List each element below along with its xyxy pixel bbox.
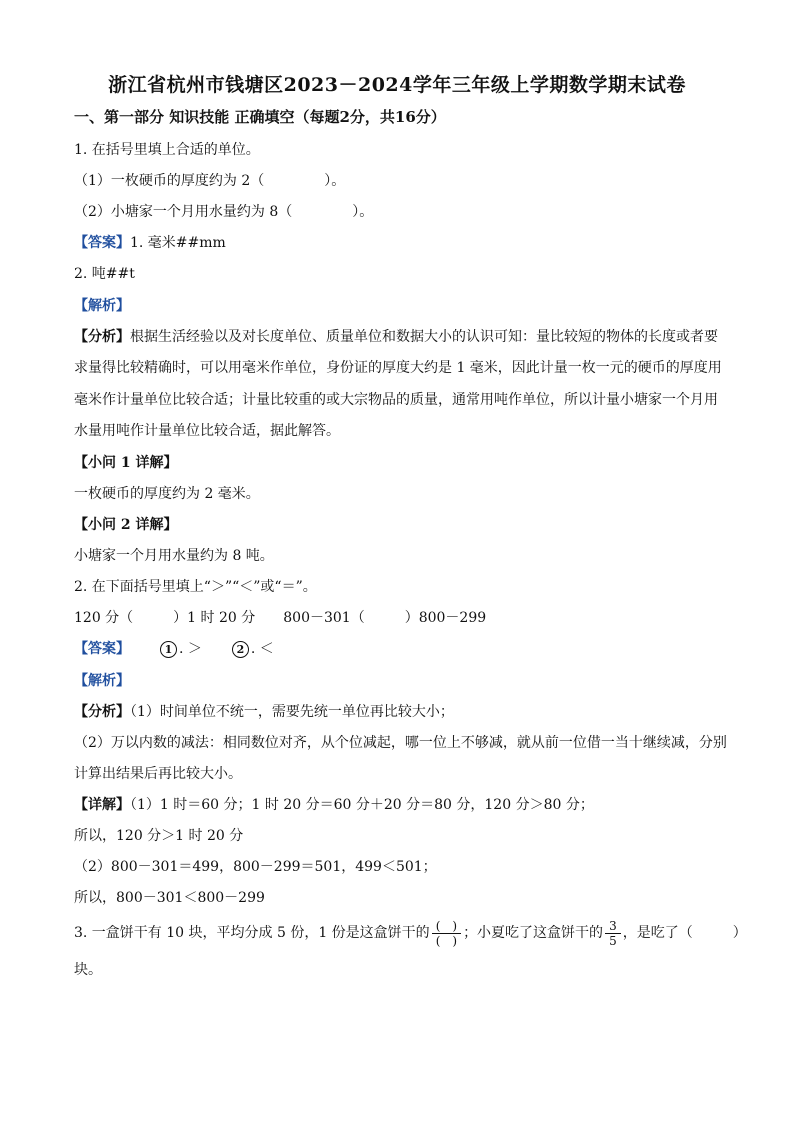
q1-sub2-detail-tag: 【小问 2 详解】: [74, 517, 178, 533]
q2-expressions: [74, 608, 486, 628]
fraction-denominator: 5: [609, 933, 617, 948]
q2-answer1: . ＞: [179, 641, 202, 657]
q2-fenxi-l3: 计算出结果后再比较大小。: [74, 766, 242, 782]
fraction-blank[interactable]: [432, 919, 461, 948]
q2-expr2-right: ）800－299: [404, 610, 487, 626]
q3-text-b: ；小夏吃了这盒饼干的: [463, 925, 604, 941]
q2-expr2-left: 800－301（: [283, 610, 365, 626]
fraction: [605, 919, 621, 948]
q3-text-d: ）: [732, 925, 747, 941]
answer-tag: 【答案】: [74, 235, 130, 251]
q2-detail-l3: （2）800－301＝499，800－299＝501，499＜501；: [74, 859, 437, 875]
answer-tag: 【答案】: [74, 641, 130, 657]
q2-expr1-left: 120 分（: [74, 610, 134, 626]
q1-fenxi-l4: 水量用吨作计量单位比较合适，据此解答。: [74, 423, 340, 439]
q3-stem: [74, 918, 747, 948]
q1-sub2-detail: 小塘家一个月用水量约为 8 吨。: [74, 548, 274, 564]
q1-sub2-end: ）。: [352, 204, 374, 220]
q2-answer: [74, 639, 274, 659]
fenxi-tag: 【分析】: [74, 704, 130, 720]
q2-answer2: . ＜: [250, 641, 274, 657]
fraction-denominator: ( ): [435, 933, 458, 948]
q3-text-c: ，是吃了（: [622, 925, 693, 941]
q3-stem-end: 块。: [74, 962, 102, 978]
q1-sub1-detail-tag: 【小问 1 详解】: [74, 455, 178, 471]
q2-expr1-right: ）1 时 20 分: [173, 610, 256, 626]
q2-detail-l4: 所以，800－301＜800－299: [74, 890, 265, 906]
analysis-tag: 【解析】: [74, 298, 130, 314]
q1-answer: [74, 233, 226, 253]
circled-number: 2: [232, 641, 249, 658]
q1-sub2: [74, 202, 373, 222]
fraction-numerator: 3: [605, 919, 621, 934]
q1-sub1-detail: 一枚硬币的厚度约为 2 毫米。: [74, 486, 260, 502]
q2-stem: 2. 在下面括号里填上“＞”“＜”或“＝”。: [74, 579, 317, 595]
q1-fenxi-l3: 毫米作计量单位比较合适；计量比较重的或大宗物品的质量，通常用吨作单位，所以计量小塘家一个月用: [74, 392, 718, 408]
detail-tag: 【详解】: [74, 797, 130, 813]
q1-sub1: [74, 171, 345, 191]
fenxi-text: （1）时间单位不统一，需要先统一单位再比较大小；: [130, 704, 454, 720]
circled-number: 1: [160, 641, 177, 658]
q1-sub1-end: ）。: [324, 173, 346, 189]
q2-detail-l2: 所以，120 分＞1 时 20 分: [74, 828, 244, 844]
fraction-numerator: ( ): [432, 919, 461, 934]
detail-text: （1）1 时＝60 分；1 时 20 分＝60 分＋20 分＝80 分，120 分＞80 分；: [130, 797, 594, 813]
q1-fenxi-l1: [74, 327, 718, 347]
page-title: 浙江省杭州市钱塘区2023－2024学年三年级上学期数学期末试卷: [108, 74, 686, 96]
q1-sub1-text: （1）一枚硬币的厚度约为 2（: [74, 173, 265, 189]
q2-detail-l1: [74, 795, 594, 815]
q2-fenxi-l2: （2）万以内数的减法：相同数位对齐，从个位减起，哪一位上不够减，就从前一位借一当十继续减，分别: [74, 735, 727, 751]
fenxi-tag: 【分析】: [74, 329, 130, 345]
q1-fenxi-l2: 求量得比较精确时，可以用毫米作单位，身份证的厚度大约是 1 毫米，因此计量一枚一元的硬币的厚度用: [74, 360, 722, 376]
q1-sub2-text: （2）小塘家一个月用水量约为 8（: [74, 204, 293, 220]
q2-fenxi-l1: [74, 702, 454, 722]
fenxi-text: 根据生活经验以及对长度单位、质量单位和数据大小的认识可知：量比较短的物体的长度或者要: [130, 329, 718, 345]
analysis-tag: 【解析】: [74, 673, 130, 689]
q3-text-a: 3. 一盒饼干有 10 块，平均分成 5 份，1 份是这盒饼干的: [74, 925, 430, 941]
section-heading: 一、第一部分 知识技能 正确填空（每题2分，共16分）: [74, 108, 446, 126]
q1-answer2: 2. 吨##t: [74, 266, 135, 282]
q1-answer1: 1. 毫米##mm: [130, 235, 226, 251]
q1-stem: 1. 在括号里填上合适的单位。: [74, 142, 260, 158]
